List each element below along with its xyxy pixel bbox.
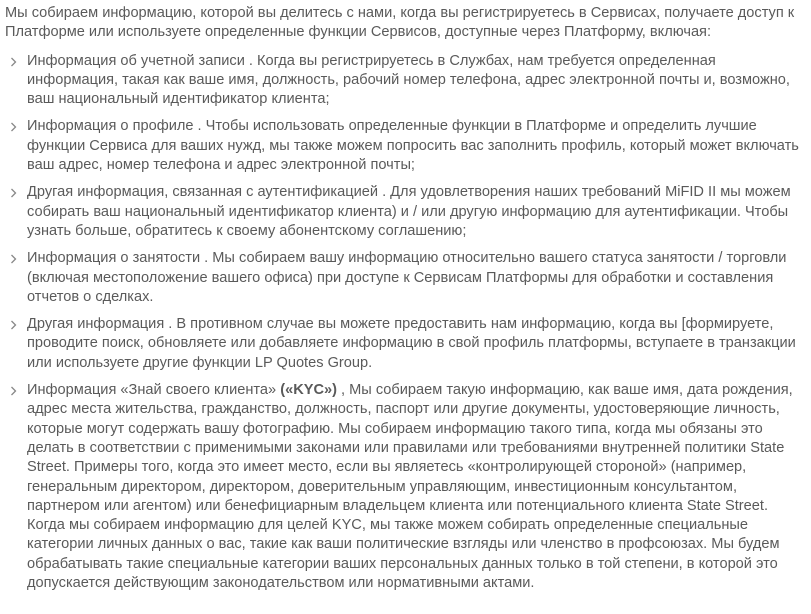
list-item-kyc-info bbox=[5, 381, 809, 593]
list-item-prefix: Информация «Знай своего клиента» bbox=[27, 382, 281, 399]
list-item-text: Информация о занятости . Мы собираем вашу информацию относительно вашего статуса занятости / торговли (включая местоположение вашего офиса) при доступе к Сервисам Платформы для обработки и составления отчетов о сделках. bbox=[27, 250, 787, 305]
list-item-other-info bbox=[5, 315, 809, 373]
info-list bbox=[5, 52, 809, 594]
list-item-employment-info bbox=[5, 249, 809, 307]
chevron-right-icon bbox=[10, 183, 22, 202]
chevron-right-icon bbox=[10, 381, 22, 400]
intro-paragraph: Мы собираем информацию, которой вы делитесь с нами, когда вы регистрируетесь в Сервисах, получаете доступ к Платформе или используете определенные функции Сервисов, доступные через Платформу, включая: bbox=[5, 5, 795, 41]
list-item-text: Информация об учетной записи . Когда вы регистрируетесь в Службах, нам требуется определенная информация, такая как ваше имя, должность, рабочий номер телефона, адрес электронной почты и, возможно, ваш национальный идентификатор клиента; bbox=[27, 52, 790, 108]
list-item-account-info bbox=[5, 52, 809, 110]
list-item-text: , Мы собираем такую информацию, как ваше имя, дата рождения, адрес места жительства, гражданство, должность, паспорт или другие документы, удостоверяющие личность, которые могут содержать вашу фотографию. Мы собираем информацию такого типа, когда мы обязаны это делать в соответствии с применимыми законами или правилами или требованиями внутренней политики State Street. Примеры того, когда это имеет место, если вы являетесь «контролирующей стороной» (например, генеральным директором, директором, доверительным управляющим, инвестиционным консультантом, партнером или агентом) или бенефициарным владельцем клиента или потенциального клиента State Street. Когда мы собираем информацию для целей KYC, мы также можем собирать определенные специальные категории личных данных о вас, такие как ваши политические взгляды или членство в профсоюзах. Мы будем обрабатывать такие специальные категории ваших персональных данных только в той степени, в которой это допускается действующим законодательством или нормативными актами. bbox=[27, 382, 793, 592]
privacy-section bbox=[5, 4, 809, 601]
list-item-text: Другая информация . В противном случае вы можете предоставить нам информацию, когда вы [формируете, проводите поиск, обновляете или добавляете информацию в свой профиль платформы, вступаете в транзакции или используете другие функции LP Quotes Group. bbox=[27, 316, 796, 371]
list-item-auth-info bbox=[5, 183, 809, 241]
kyc-term: («KYC») bbox=[280, 382, 337, 399]
list-item-text: Другая информация, связанная с аутентификацией . Для удовлетворения наших требований MiFID II мы можем собирать ваш национальный идентификатор клиента) и / или другую информацию для аутентификации. Чтобы узнать больше, обратитесь к своему абонентскому соглашению; bbox=[27, 184, 791, 239]
chevron-right-icon bbox=[10, 52, 22, 71]
chevron-right-icon bbox=[10, 249, 22, 268]
chevron-right-icon bbox=[10, 315, 22, 334]
list-item-text: Информация о профиле . Чтобы использовать определенные функции в Платформе и определить лучшие функции Сервиса для ваших нужд, мы также можем попросить вас заполнить профиль, который может включать ваш адрес, номер телефона и адрес электронной почты; bbox=[27, 118, 799, 174]
list-item-profile-info bbox=[5, 117, 809, 175]
chevron-right-icon bbox=[10, 117, 22, 136]
